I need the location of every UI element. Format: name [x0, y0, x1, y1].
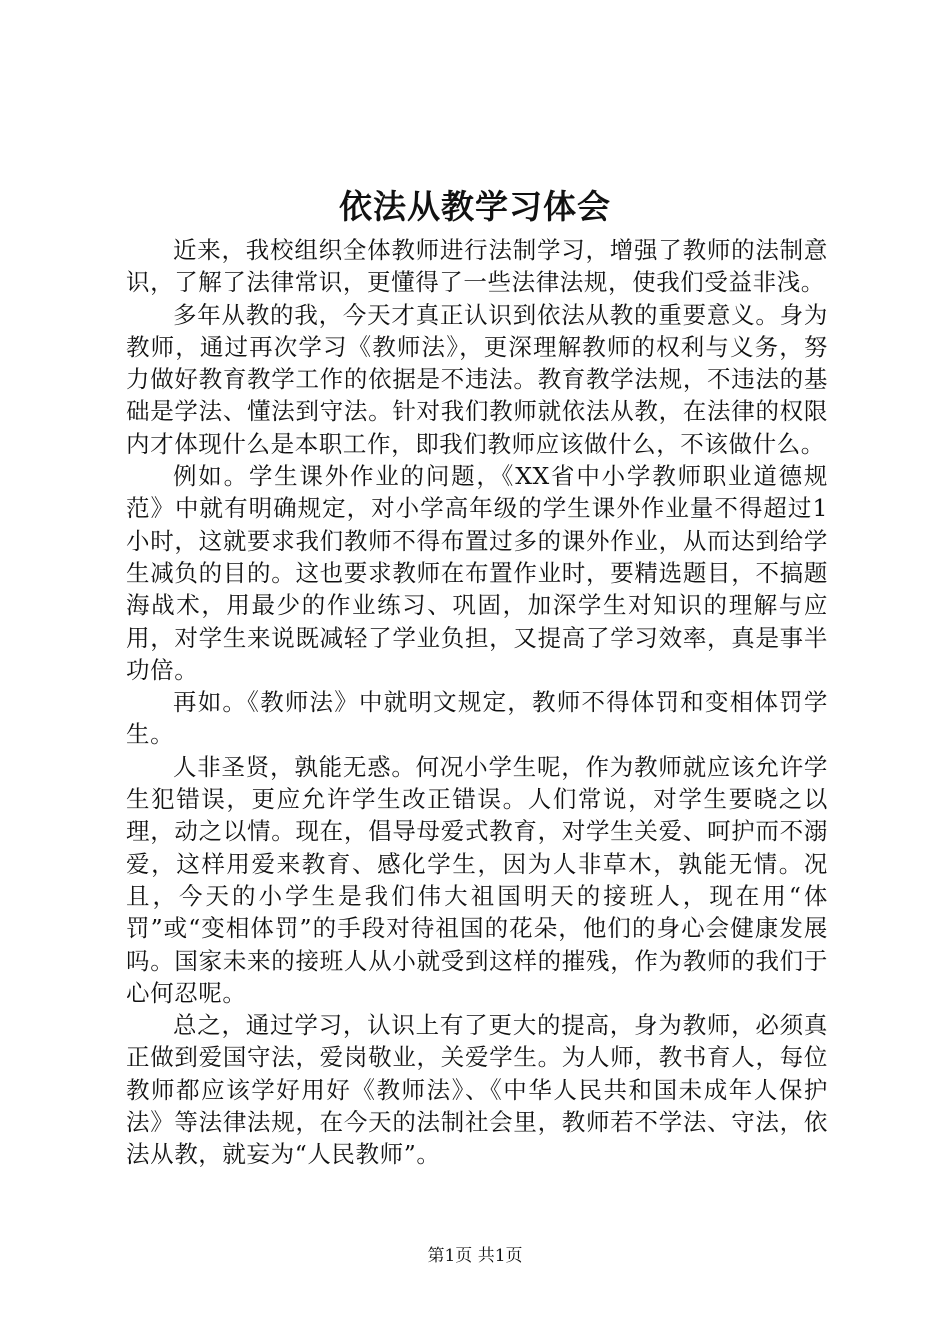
page-footer: 第1页 共1页 [427, 1246, 523, 1266]
paragraph-2: 多年从教的我，今天才真正认识到依法从教的重要意义。身为教师，通过再次学习《教师法》，更深理解教师的权利与义务，努力做好教育教学工作的依据是不违法。教育教学法规，不违法的基础是学法、懂法到守法。针对我们教师就依法从教，在法律的权限内才体现什么是本职工作，即我们教师应该做什么，不该做什么。 [126, 300, 828, 458]
paragraph-3: 例如。学生课外作业的问题，《XX省中小学教师职业道德规范》中就有明确规定，对小学高年级的学生课外作业量不得超过1小时，这就要求我们教师不得布置过多的课外作业，从而达到给学生减负的目的。这也要求教师在布置作业时，要精选题目，不搞题海战术，用最少的作业练习、巩固，加深学生对知识的理解与应用，对学生来说既减轻了学业负担，又提高了学习效率，真是事半功倍。 [126, 462, 828, 684]
paragraph-5: 人非圣贤，孰能无惑。何况小学生呢，作为教师就应该允许学生犯错误，更应允许学生改正错误。人们常说，对学生要晓之以理，动之以情。现在，倡导母爱式教育，对学生关爱、呵护而不溺爱，这样用爱来教育、感化学生，因为人非草木，孰能无情。况且，今天的小学生是我们伟大祖国明天的接班人，现在用“体罚”或“变相体罚”的手段对待祖国的花朵，他们的身心会健康发展吗。国家未来的接班人从小就受到这样的摧残，作为教师的我们于心何忍呢。 [126, 752, 828, 1007]
paragraph-4: 再如。《教师法》中就明文规定，教师不得体罚和变相体罚学生。 [126, 688, 828, 749]
page-title: 依法从教学习体会 [339, 187, 611, 226]
paragraph-1: 近来，我校组织全体教师进行法制学习，增强了教师的法制意识，了解了法律常识，更懂得了一些法律法规，使我们受益非浅。 [126, 236, 828, 297]
paragraph-6: 总之，通过学习，认识上有了更大的提高，身为教师，必须真正做到爱国守法，爱岗敬业，关爱学生。为人师，教书育人，每位教师都应该学好用好《教师法》、《中华人民共和国未成年人保护法》等法律法规，在今天的法制社会里，教师若不学法、守法，依法从教，就妄为“人民教师”。 [126, 1011, 828, 1169]
document-body [126, 234, 828, 1171]
